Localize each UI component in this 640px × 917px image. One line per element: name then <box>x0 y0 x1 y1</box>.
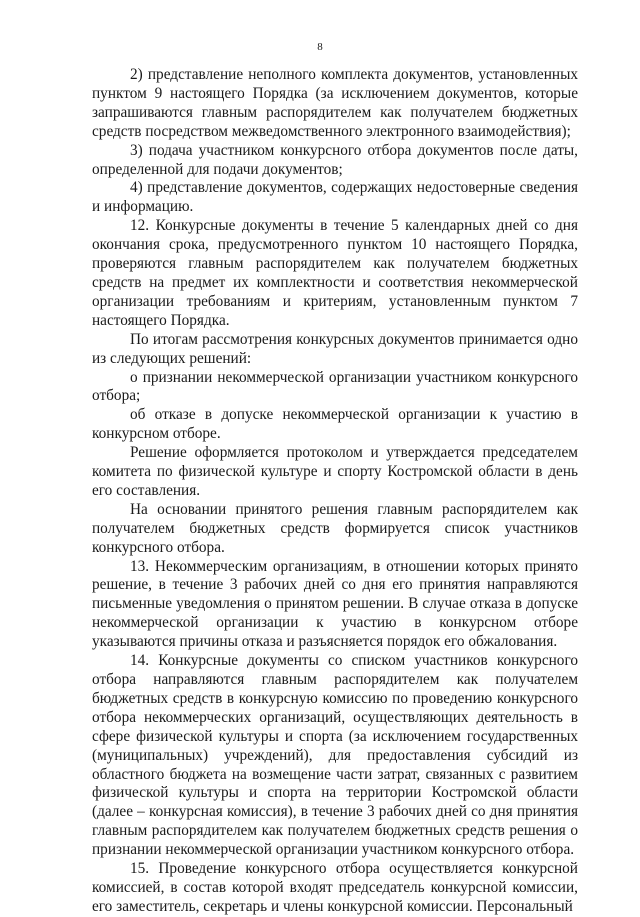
document-body <box>92 66 578 917</box>
paragraph-section-14: 14. Конкурсные документы со списком участников конкурсного отбора направляются главным распорядителем как получателем бюджетных средств в конкурсную комиссию по проведению конкурсного отбора некоммерческих организаций, осуществляющих деятельность в сфере физической культуры и спорта (за исключением государственных (муниципальных) учреждений), для предоставления субсидий из областного бюджета на возмещение части затрат, связанных с развитием физической культуры и спорта на территории Костромской области (далее – конкурсная комиссия), в течение 3 рабочих дней со дня принятия главным распорядителем как получателем бюджетных средств решения о признании некоммерческой организации участником конкурсного отбора. <box>92 652 578 859</box>
paragraph-item-3: 3) подача участником конкурсного отбора документов после даты, определенной для подачи документов; <box>92 141 578 178</box>
paragraph-decisions-intro: По итогам рассмотрения конкурсных документов принимается одно из следующих решений: <box>92 330 578 367</box>
paragraph-decision-admit: о признании некоммерческой организации участником конкурсного отбора; <box>92 368 578 405</box>
paragraph-item-4: 4) представление документов, содержащих недостоверные сведения и информацию. <box>92 179 578 216</box>
paragraph-item-2: 2) представление неполного комплекта документов, установленных пунктом 9 настоящего Порядка (за исключением документов, которые запрашиваются главным распорядителем как получателем бюджетных средств посредством межведомственного электронного взаимодействия); <box>92 66 578 140</box>
page-number: 8 <box>317 41 323 53</box>
paragraph-decision-protocol: Решение оформляется протоколом и утверждается председателем комитета по физической культуре и спорту Костромской области в день его составления. <box>92 444 578 499</box>
paragraph-section-12: 12. Конкурсные документы в течение 5 календарных дней со дня окончания срока, предусмотренного пунктом 10 настоящего Порядка, проверяются главным распорядителем как получателем бюджетных средств на предмет их комплектности и соответствия некоммерческой организации требованиям и критериям, установленным пунктом 7 настоящего Порядка. <box>92 217 578 329</box>
paragraph-section-15: 15. Проведение конкурсного отбора осуществляется конкурсной комиссией, в состав которой входят председатель конкурсной комиссии, его заместитель, секретарь и члены конкурсной комиссии. Персональный <box>92 860 578 915</box>
paragraph-decision-refuse: об отказе в допуске некоммерческой организации к участию в конкурсном отборе. <box>92 406 578 443</box>
paragraph-participants-list: На основании принятого решения главным распорядителем как получателем бюджетных средств формируется список участников конкурсного отбора. <box>92 500 578 556</box>
paragraph-section-13: 13. Некоммерческим организациям, в отношении которых принято решение, в течение 3 рабочих дней со дня его принятия направляются письменные уведомления о принятом решении. В случае отказа в допуске некоммерческой организации к участию в конкурсном отборе указываются причины отказа и разъясняется порядок его обжалования. <box>92 557 578 651</box>
